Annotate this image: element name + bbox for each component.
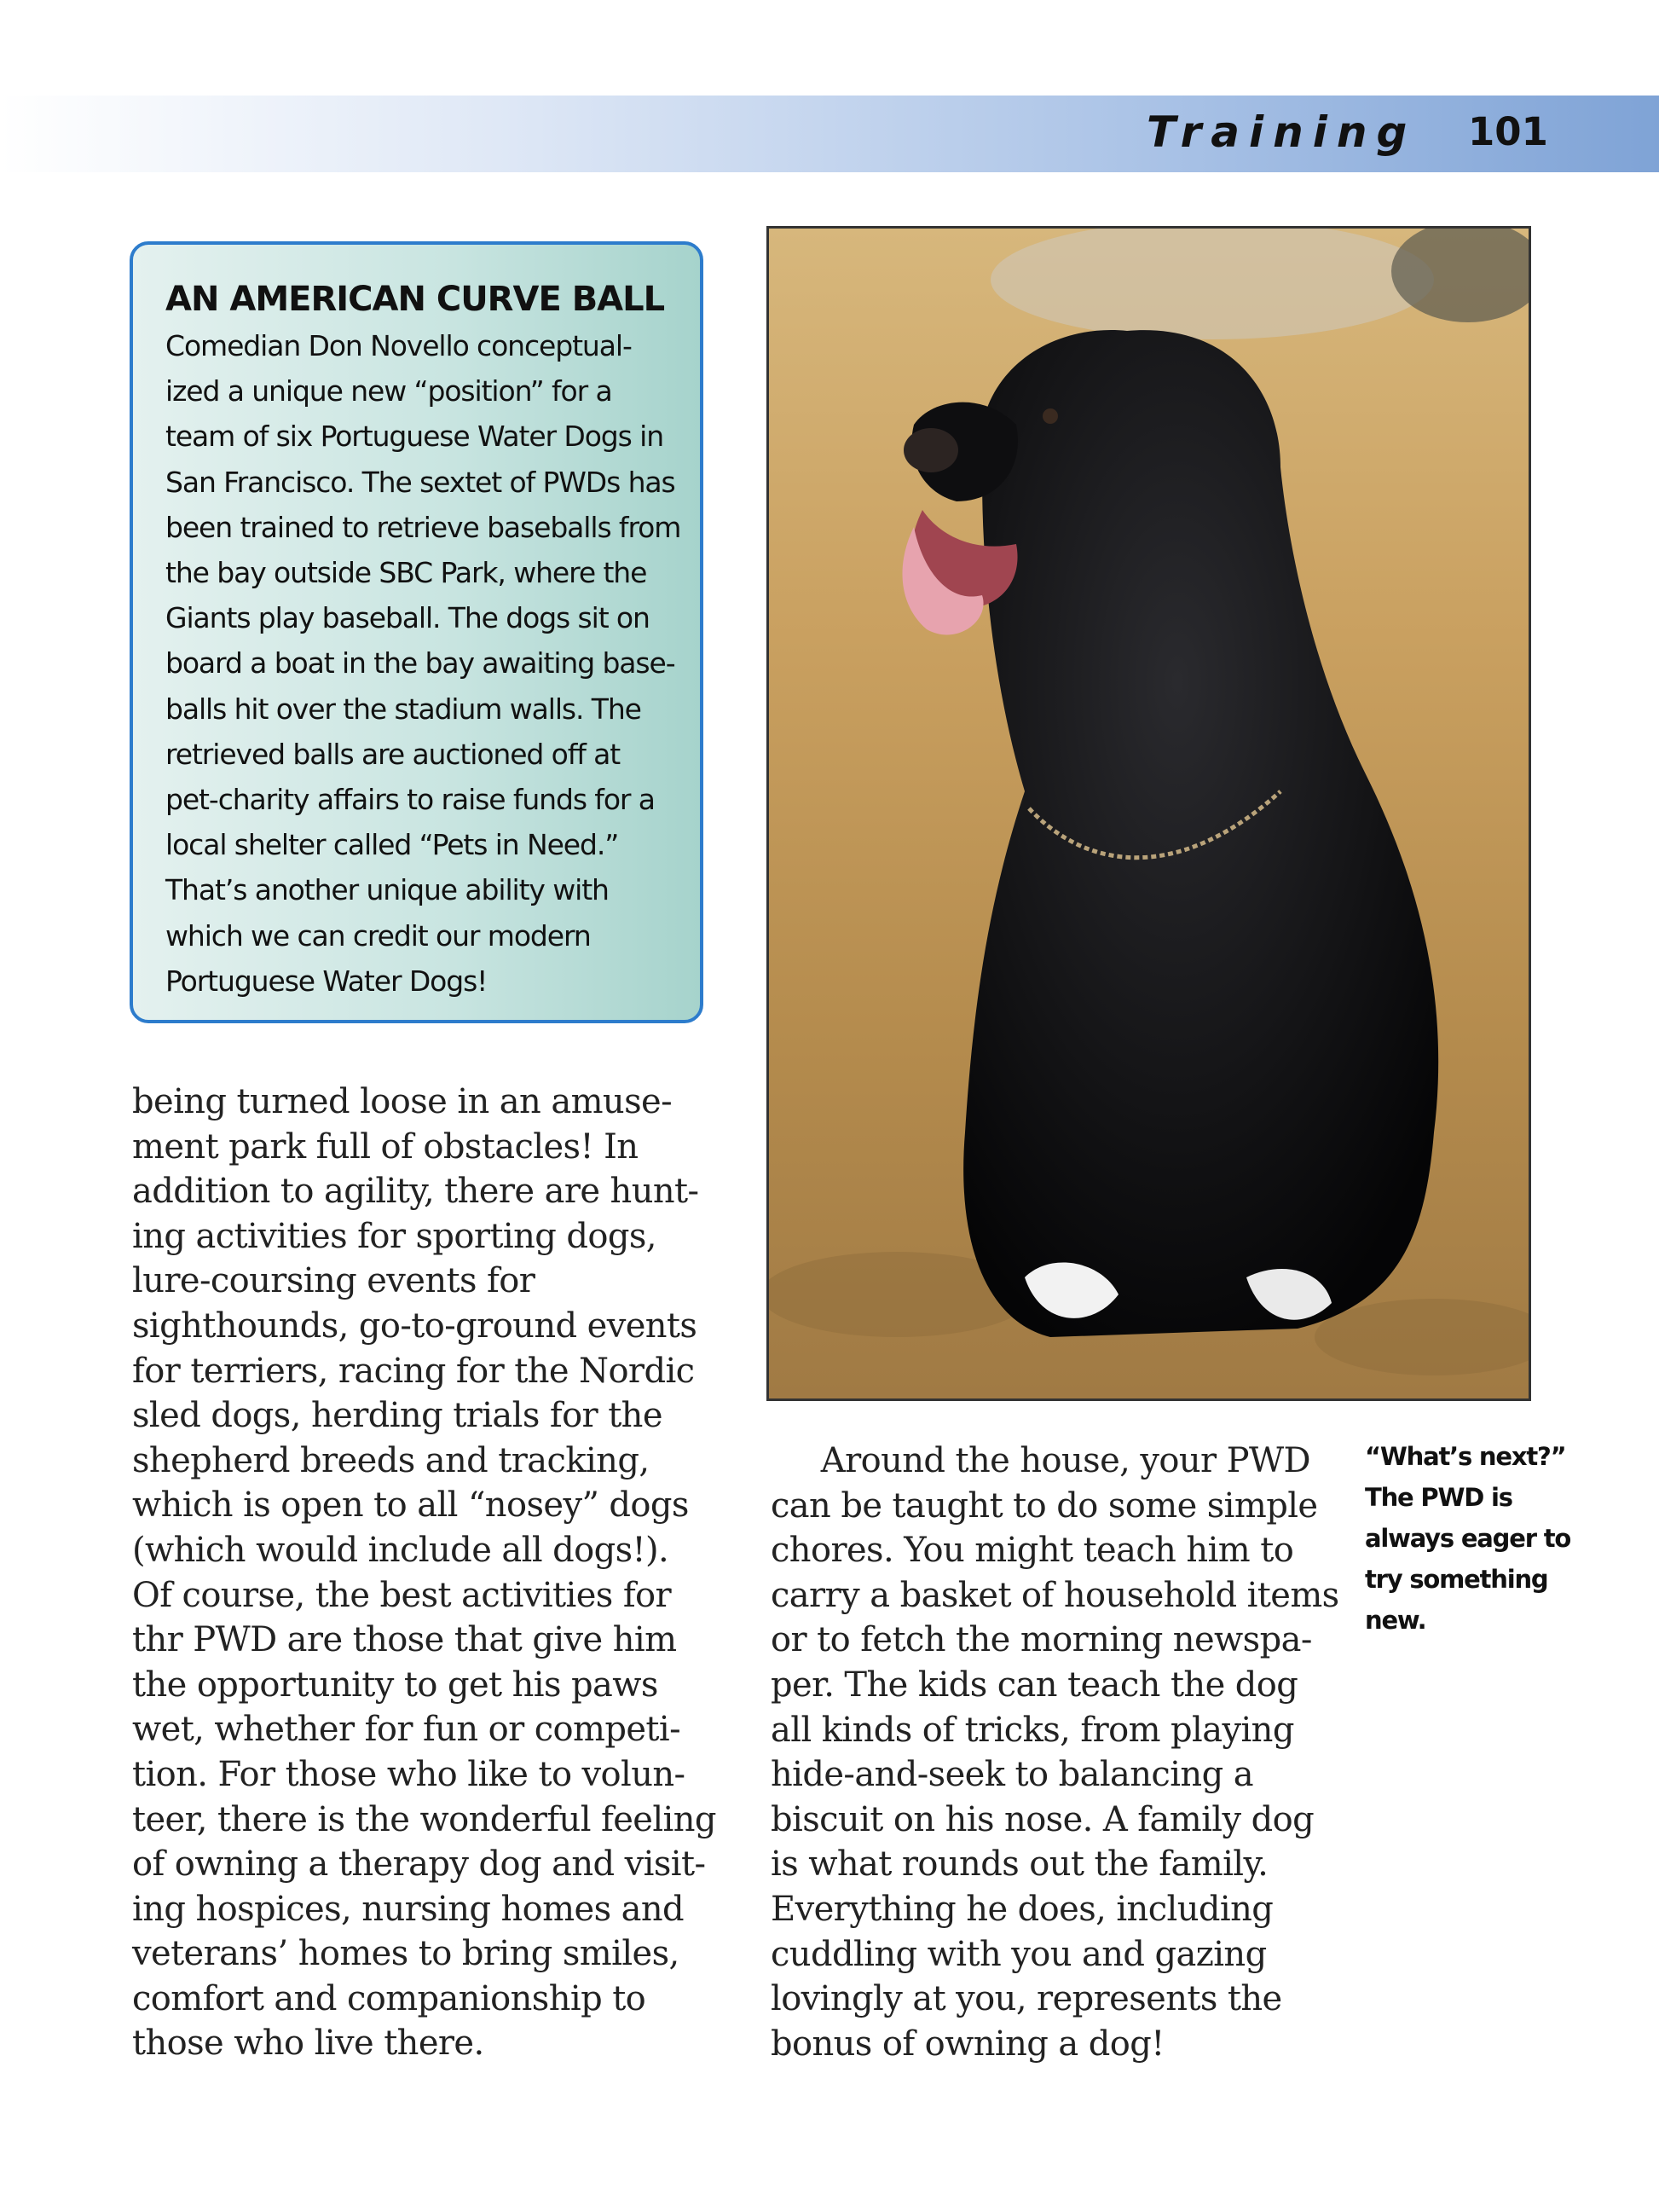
sidebar-box xyxy=(130,241,703,1023)
sidebar-title: AN AMERICAN CURVE BALL xyxy=(165,280,665,319)
body-line: ing activities for sporting dogs, xyxy=(132,1216,656,1256)
dog-photo xyxy=(766,226,1531,1401)
caption-line: try something xyxy=(1365,1565,1548,1594)
body-line: bonus of owning a dog! xyxy=(771,2024,1165,2064)
sidebar-line: been trained to retrieve baseballs from xyxy=(165,510,681,544)
body-line: which is open to all “nosey” dogs xyxy=(132,1485,689,1526)
sidebar-line: Giants play baseball. The dogs sit on xyxy=(165,601,650,635)
page-number: 101 xyxy=(1468,109,1548,154)
body-line: per. The kids can teach the dog xyxy=(771,1665,1298,1705)
body-line: for terriers, racing for the Nordic xyxy=(132,1351,695,1391)
body-line: those who live there. xyxy=(132,2024,484,2064)
photo-caption xyxy=(1365,1436,1570,1641)
body-column-left xyxy=(132,1080,716,2066)
body-line: thr PWD are those that give him xyxy=(132,1620,677,1660)
sidebar-line: That’s another unique ability with xyxy=(165,873,609,907)
body-line: biscuit on his nose. A family dog xyxy=(771,1799,1315,1839)
body-line: wet, whether for fun or competi- xyxy=(132,1710,680,1750)
body-line: ment park full of obstacles! In xyxy=(132,1126,639,1167)
section-title: Training xyxy=(1147,107,1417,157)
sidebar-line: retrieved balls are auctioned off at xyxy=(165,737,621,771)
sidebar-line: which we can credit our modern xyxy=(165,918,591,953)
body-line: lure-coursing events for xyxy=(132,1261,535,1301)
body-line: cuddling with you and gazing xyxy=(771,1934,1267,1974)
body-line: (which would include all dogs!). xyxy=(132,1530,669,1570)
body-line: comfort and companionship to xyxy=(132,1978,646,2018)
body-line: veterans’ homes to bring smiles, xyxy=(132,1934,679,1974)
body-line: Everything he does, including xyxy=(771,1889,1274,1929)
body-line: hide-and-seek to balancing a xyxy=(771,1755,1253,1795)
body-line: sighthounds, go-to-ground events xyxy=(132,1306,697,1346)
sidebar-line: Comedian Don Novello conceptual- xyxy=(165,329,632,362)
body-line: sled dogs, herding trials for the xyxy=(132,1396,662,1436)
sidebar-text xyxy=(165,323,683,1004)
caption-line: “What’s next?” xyxy=(1365,1442,1566,1471)
body-line: carry a basket of household items xyxy=(771,1575,1339,1615)
body-line: teer, there is the wonderful feeling xyxy=(132,1799,716,1839)
body-line: the opportunity to get his paws xyxy=(132,1665,658,1705)
body-line: all kinds of tricks, from playing xyxy=(771,1710,1294,1750)
sidebar-line: team of six Portuguese Water Dogs in xyxy=(165,420,664,454)
sidebar-line: Portuguese Water Dogs! xyxy=(165,964,488,998)
body-line: being turned loose in an amuse- xyxy=(132,1082,672,1121)
body-line: of owning a therapy dog and visit- xyxy=(132,1844,706,1885)
body-line: lovingly at you, represents the xyxy=(771,1979,1282,2019)
caption-line: The PWD is xyxy=(1365,1483,1512,1512)
body-line: is what rounds out the family. xyxy=(771,1844,1269,1885)
caption-line: new. xyxy=(1365,1606,1426,1635)
sidebar-line: San Francisco. The sextet of PWDs has xyxy=(165,465,675,499)
body-line: ing hospices, nursing homes and xyxy=(132,1889,685,1929)
sidebar-line: the bay outside SBC Park, where the xyxy=(165,556,647,590)
sidebar-line: pet-charity affairs to raise funds for a xyxy=(165,783,655,817)
body-column-right xyxy=(771,1439,1339,2066)
body-line: Of course, the best activities for xyxy=(132,1575,672,1615)
sidebar-line: board a boat in the bay awaiting base- xyxy=(165,646,675,680)
sidebar-line: ized a unique new “position” for a xyxy=(165,374,612,408)
body-line: tion. For those who like to volun- xyxy=(132,1754,685,1794)
body-line: addition to agility, there are hunt- xyxy=(132,1172,699,1212)
sidebar-line: balls hit over the stadium walls. The xyxy=(165,692,641,726)
caption-line: always eager to xyxy=(1365,1524,1571,1553)
body-line: shepherd breeds and tracking, xyxy=(132,1440,650,1480)
body-line: Around the house, your PWD xyxy=(771,1441,1310,1480)
sidebar-line: local shelter called “Pets in Need.” xyxy=(165,828,619,862)
black-dog-photo xyxy=(769,229,1529,1398)
body-line: chores. You might teach him to xyxy=(771,1531,1294,1571)
body-line: or to fetch the morning newspa- xyxy=(771,1620,1312,1660)
body-line: can be taught to do some simple xyxy=(771,1485,1318,1526)
